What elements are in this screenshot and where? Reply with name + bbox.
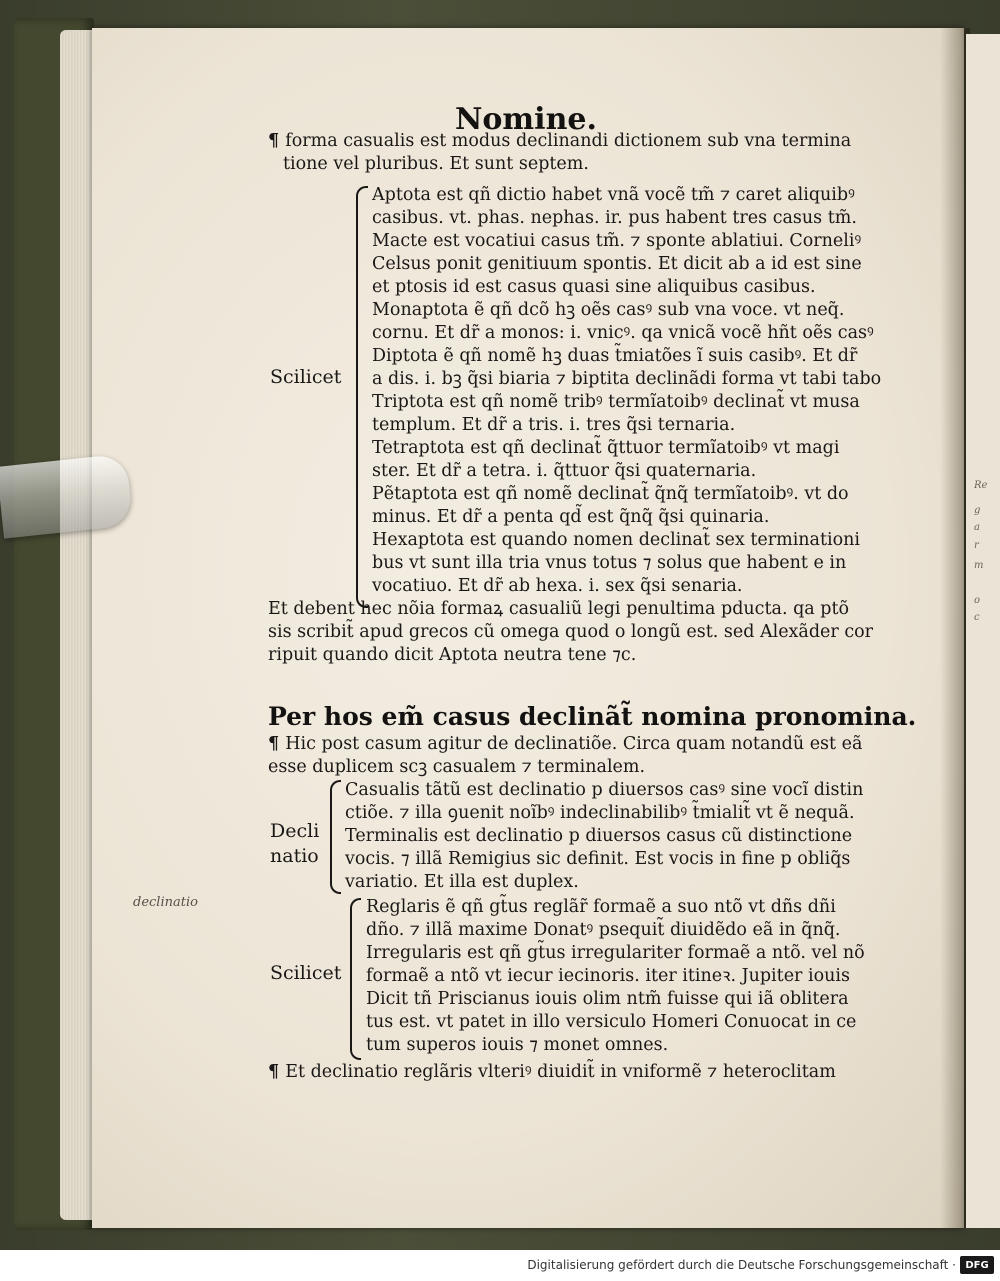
facing-page-note: o bbox=[974, 595, 981, 606]
paragraph-mark-icon: ¶ bbox=[268, 1062, 286, 1082]
section-heading: Per hos em̃ casus declinãt̃ nomina pronomina. bbox=[268, 702, 917, 731]
text-line: Casualis tãtũ est declinatio p diuersos casꝰ sine vocĩ distin bbox=[345, 780, 864, 800]
footer-bar bbox=[0, 1250, 1000, 1281]
text-line: Aptota est qñ dictio habet vnã vocẽ tm̃ ⁊ caret aliquibꝰ bbox=[372, 185, 855, 205]
text-line: sis scribit̃ apud grecos cũ omega quod o longũ est. sed Alexãder cor bbox=[268, 622, 874, 642]
page-heading: Nomine. bbox=[455, 102, 597, 137]
facing-page-note: a bbox=[974, 522, 980, 533]
text-line: ster. Et dr̃ a tetra. i. q̃ttuor q̃si quaternaria. bbox=[372, 461, 757, 481]
brace-declinatio bbox=[330, 780, 341, 894]
text-line: Terminalis est declinatio p diuersos casus cũ distinctione bbox=[345, 826, 853, 846]
paragraph-mark-icon: ¶ bbox=[268, 734, 286, 754]
label-declinatio-1: Decli bbox=[270, 820, 320, 842]
label-scilicet-1: Scilicet bbox=[270, 366, 342, 388]
facing-page bbox=[966, 34, 1000, 1228]
text-line: ctiõe. ⁊ illa ꝯuenit noĩbꝰ indeclinabilibꝰ t̃mialit̃ vt ẽ nequã. bbox=[345, 803, 855, 823]
footer-credit: Digitalisierung gefördert durch die Deutsche Forschungsgemeinschaft · bbox=[527, 1258, 956, 1272]
intro-line: ¶ forma casualis est modus declinandi dictionem sub vna termina bbox=[268, 131, 852, 151]
text-line: vocatiuo. Et dr̃ ab hexa. i. sex q̃si senaria. bbox=[372, 576, 743, 596]
text-line: vocis. ⁊ illã Remigius sic definit. Est vocis in fine p obliq̃s bbox=[345, 849, 851, 869]
text-line: formaẽ a ntõ vt iecur iecinoris. iter itineꝛ. Jupiter iouis bbox=[366, 966, 850, 986]
facing-page-note: c bbox=[974, 612, 980, 623]
facing-page-note: m bbox=[974, 560, 984, 571]
text-line: Reglaris ẽ qñ gt̃us reglãr̃ formaẽ a suo ntõ vt dñs dñi bbox=[366, 897, 836, 917]
text-line: Monaptota ẽ qñ dcõ hꝫ oẽs casꝰ sub vna voce. vt neq̃. bbox=[372, 300, 845, 320]
text-line: Triptota est qñ nomẽ tribꝰ termĩatoibꝰ declinat̃ vt musa bbox=[372, 392, 860, 412]
text-line: et ptosis id est casus quasi sine aliquibus casibus. bbox=[372, 277, 816, 297]
text-line: a dis. i. bꝫ q̃si biaria ⁊ biptita declinãdi forma vt tabi tabo bbox=[372, 369, 882, 389]
text-line: cornu. Et dr̃ a monos: i. vnicꝰ. qa vnicã vocẽ hñt oẽs casꝰ bbox=[372, 323, 874, 343]
text-line: variatio. Et illa est duplex. bbox=[345, 872, 579, 892]
text-line: bus vt sunt illa tria vnus totus ⁊ solus que habent e in bbox=[372, 553, 847, 573]
text-line: ¶ Et declinatio reglãris vlteriꝰ diuidit̃ in vniformẽ ⁊ heteroclitam bbox=[268, 1062, 836, 1082]
text-line: tum superos iouis ⁊ monet omnes. bbox=[366, 1035, 669, 1055]
intro-line: tione vel pluribus. Et sunt septem. bbox=[283, 154, 589, 174]
facing-page-note: Re bbox=[974, 480, 988, 491]
facing-page-note: r bbox=[974, 540, 979, 551]
label-declinatio-2: natio bbox=[270, 845, 319, 867]
brace-scilicet-2 bbox=[350, 898, 361, 1060]
text-line: Pẽtaptota est qñ nomẽ declinat̃ q̃nq̃ termĩatoibꝰ. vt do bbox=[372, 484, 849, 504]
label-scilicet-2: Scilicet bbox=[270, 962, 342, 984]
paragraph-mark-icon: ¶ bbox=[268, 131, 286, 151]
handwritten-margin-note: declinatio bbox=[133, 895, 198, 910]
text-line: Hexaptota est quando nomen declinat̃ sex terminationi bbox=[372, 530, 861, 550]
text-line: Et debent hec nõia formaꝝ casualiũ legi penultima pducta. qa ptõ bbox=[268, 599, 850, 619]
text-line: Macte est vocatiui casus tm̃. ⁊ sponte ablatiui. Corneliꝰ bbox=[372, 231, 862, 251]
text-line: Tetraptota est qñ declinat̃ q̃ttuor termĩatoibꝰ vt magi bbox=[372, 438, 840, 458]
text-line: minus. Et dr̃ a penta qd̃ est q̃nq̃ q̃si quinaria. bbox=[372, 507, 770, 527]
text-line: casibus. vt. phas. nephas. ir. pus habent tres casus tm̃. bbox=[372, 208, 857, 228]
brace-scilicet-1 bbox=[356, 186, 368, 608]
text-line: dño. ⁊ illã maxime Donatꝰ psequit̃ diuidẽdo eã in q̃nq̃. bbox=[366, 920, 841, 940]
text-line: Celsus ponit genitiuum spontis. Et dicit ab a id est sine bbox=[372, 254, 862, 274]
text-line: tus est. vt patet in illo versiculo Homeri Conuocat in ce bbox=[366, 1012, 857, 1032]
text-line: ¶ Hic post casum agitur de declinatiõe. Circa quam notandũ est eã bbox=[268, 734, 863, 754]
dfg-logo-icon[interactable]: DFG bbox=[960, 1256, 994, 1274]
text-line: esse duplicem scꝫ casualem ⁊ terminalem. bbox=[268, 757, 646, 777]
facing-page-note: g bbox=[974, 505, 981, 516]
text-line: templum. Et dr̃ a tris. i. tres q̃si ternaria. bbox=[372, 415, 736, 435]
text-line: ripuit quando dicit Aptota neutra tene ⁊c. bbox=[268, 645, 637, 665]
text-line: Irregularis est qñ gt̃us irregulariter formaẽ a ntõ. vel nõ bbox=[366, 943, 865, 963]
text-line: Diptota ẽ qñ nomẽ hꝫ duas t̃miatões ĩ suis casibꝰ. Et dr̃ bbox=[372, 346, 858, 366]
text-line: Dicit tñ Priscianus iouis olim ntm̃ fuisse qui iã oblitera bbox=[366, 989, 849, 1009]
